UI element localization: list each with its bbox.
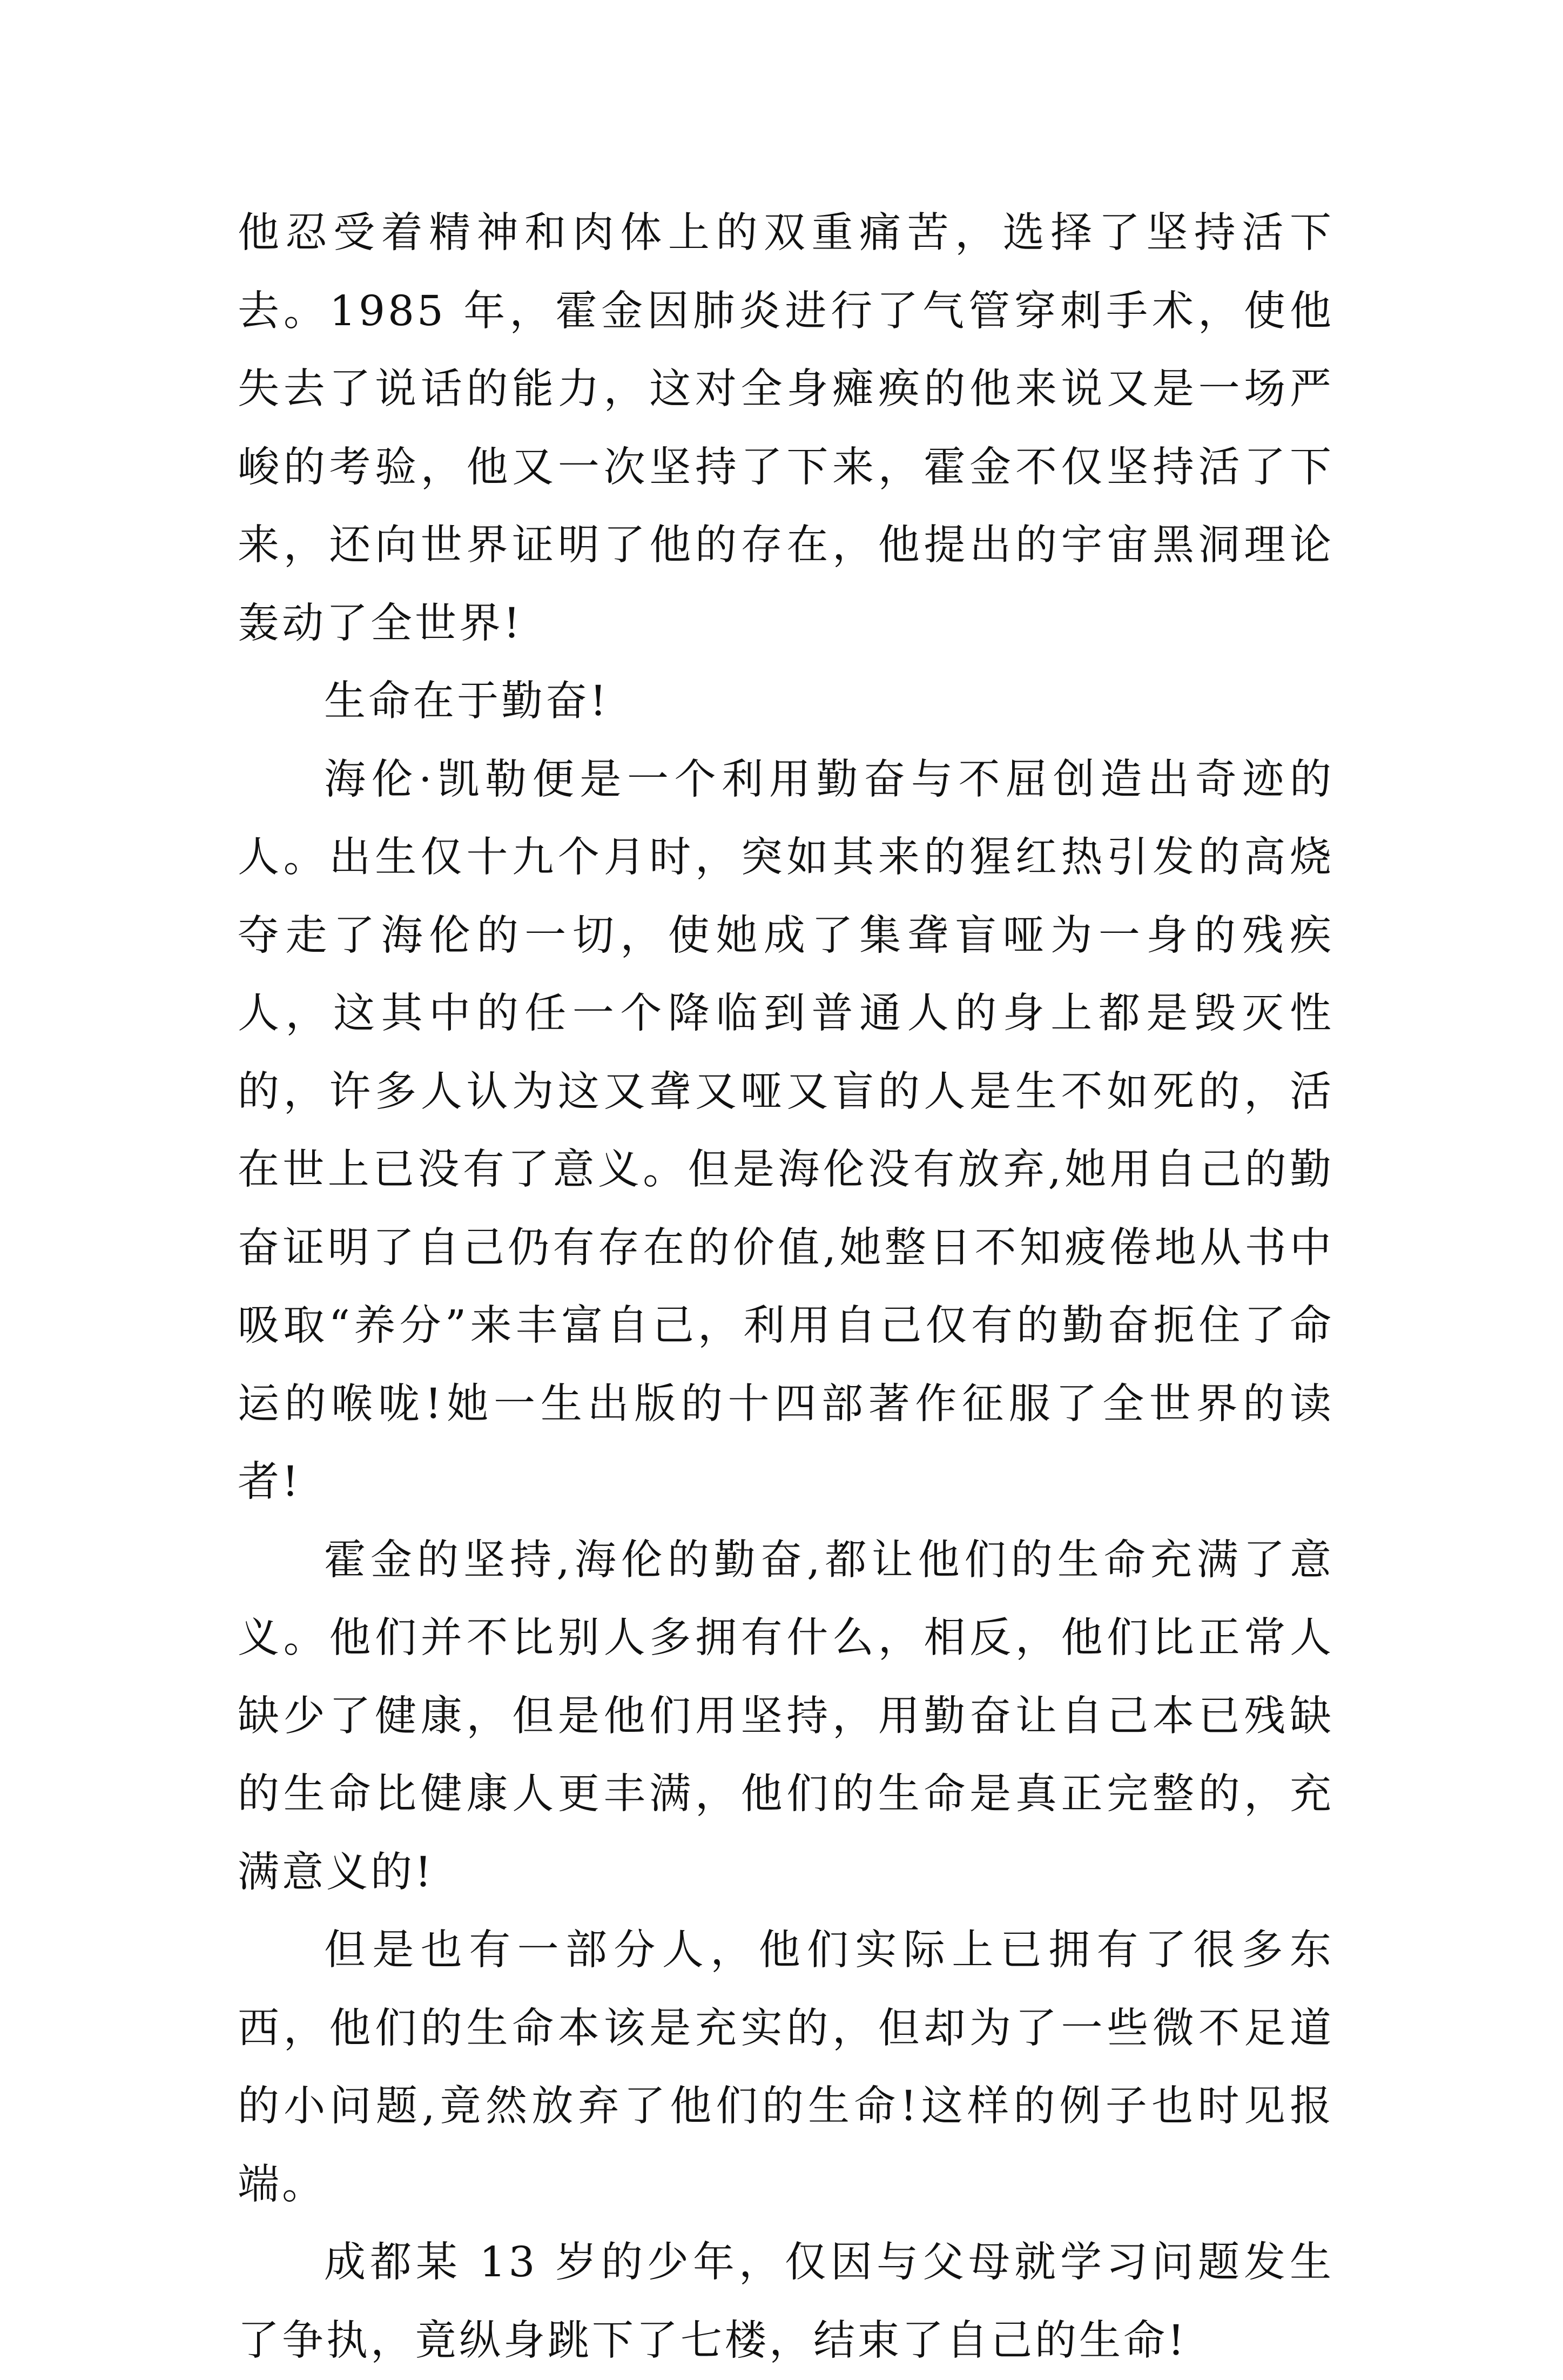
body-text — [238, 194, 1334, 2380]
paragraph-chengdu-example: 成都某 13 岁的少年，仅因与父母就学习问题发生了争执，竟纵身跳下了七楼，结束了自己的生命! — [238, 2238, 1334, 2365]
paragraph-giving-up: 但是也有一部分人，他们实际上已拥有了很多东西，他们的生命本该是充实的，但却为了一些微不足道的小问题,竟然放弃了他们的生命!这样的例子也时见报端。 — [238, 1926, 1334, 2209]
paragraph-helen-keller: 海伦·凯勒便是一个利用勤奋与不屈创造出奇迹的人。出生仅十九个月时，突如其来的猩红热引发的高烧夺走了海伦的一切，使她成了集聋盲哑为一身的残疾人，这其中的任一个降临到普通人的身上都是毁灭性的，许多人认为这又聋又哑又盲的人是生不如死的，活在世上已没有了意义。但是海伦没有放弃,她用自己的勤奋证明了自己仍有存在的价值,她整日不知疲倦地从书中吸取“养分”来丰富自己，利用自己仅有的勤奋扼住了命运的喉咙!她一生出版的十四部著作征服了全世界的读者! — [238, 755, 1334, 1506]
paragraph-life-diligence-heading: 生命在于勤奋! — [324, 677, 609, 725]
paragraph-hawking-perseverance: 他忍受着精神和肉体上的双重痛苦，选择了坚持活下去。1985 年，霍金因肺炎进行了气管穿刺手术，使他失去了说话的能力，这对全身瘫痪的他来说又是一场严峻的考验，他又一次坚持了下来，霍金不仅坚持活了下来，还向世界证明了他的存在，他提出的宇宙黑洞理论轰动了全世界! — [238, 209, 1334, 648]
paragraph-meaningful-life: 霍金的坚持,海伦的勤奋,都让他们的生命充满了意义。他们并不比别人多拥有什么，相反，他们比正常人缺少了健康，但是他们用坚持，用勤奋让自己本已残缺的生命比健康人更丰满，他们的生命是真正完整的，充满意义的! — [238, 1536, 1334, 1897]
